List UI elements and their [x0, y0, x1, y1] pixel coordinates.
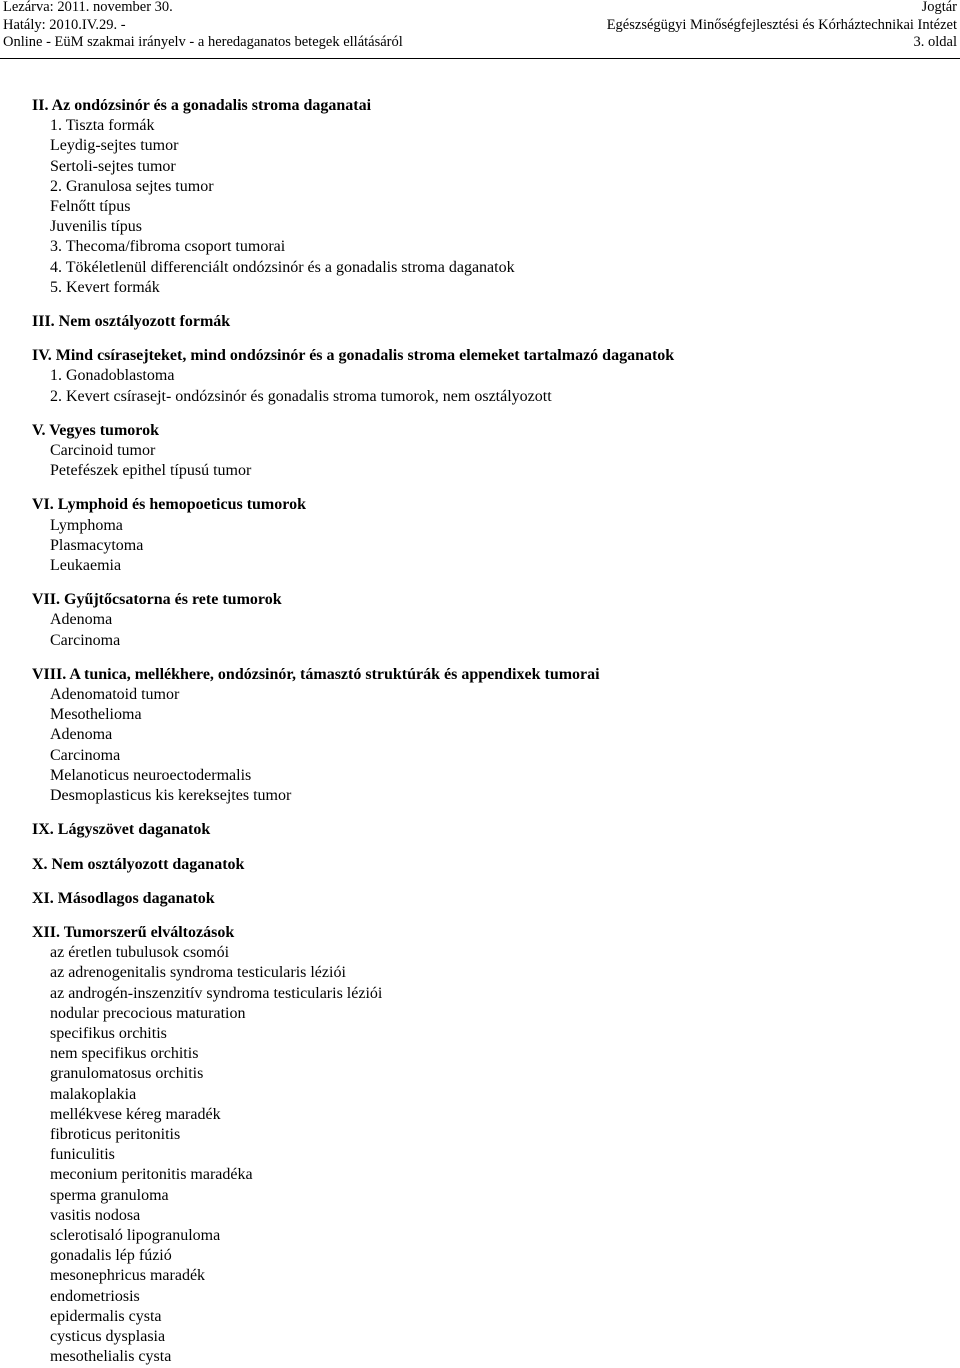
list-item: meconium peritonitis maradéka	[50, 1166, 253, 1184]
list-item: 5. Kevert formák	[50, 278, 160, 296]
list-item: Felnőtt típus	[50, 198, 131, 216]
list-item: malakoplakia	[50, 1085, 137, 1103]
section-vi	[32, 495, 952, 576]
list-item: 1. Tiszta formák	[50, 117, 155, 135]
list-item: 3. Thecoma/fibroma csoport tumorai	[50, 238, 286, 256]
section-spacer	[32, 481, 952, 495]
header-institute: Egészségügyi Minőségfejlesztési és Kórháztechnikai Intézet	[606, 16, 957, 33]
document-body	[32, 96, 952, 1367]
section-spacer	[32, 298, 952, 312]
section-title: XI. Másodlagos daganatok	[32, 889, 215, 907]
section-title: II. Az ondózsinór és a gonadalis stroma daganatai	[32, 97, 372, 114]
list-item: Leukaemia	[50, 557, 122, 575]
section-spacer	[32, 909, 952, 923]
list-item: specifikus orchitis	[50, 1024, 167, 1042]
list-item: mesonephricus maradék	[50, 1267, 206, 1285]
section-title: III. Nem osztályozott formák	[32, 313, 231, 331]
section-iii	[32, 312, 952, 332]
list-item: mellékvese kéreg maradék	[50, 1105, 221, 1123]
list-item: 4. Tökéletlenül differenciált ondózsinór és a gonadalis stroma daganatok	[50, 258, 515, 276]
list-item: Leydig-sejtes tumor	[50, 137, 179, 155]
list-item: mesothelialis cysta	[50, 1348, 172, 1366]
list-item: Carcinoma	[50, 631, 121, 649]
list-item: Adenomatoid tumor	[50, 686, 180, 704]
list-item: endometriosis	[50, 1287, 140, 1305]
list-item: nem specifikus orchitis	[50, 1045, 199, 1063]
section-ii	[32, 96, 952, 298]
section-xi	[32, 889, 952, 909]
section-v	[32, 421, 952, 482]
header-document-title: Online - EüM szakmai irányelv - a heredaganatos betegek ellátásáról	[3, 34, 403, 50]
page-header	[0, 0, 960, 58]
list-item: 2. Granulosa sejtes tumor	[50, 177, 214, 195]
list-item: 1. Gonadoblastoma	[50, 367, 175, 385]
section-vii	[32, 590, 952, 651]
list-item: sperma granuloma	[50, 1186, 169, 1204]
list-item: az androgén-inszenzitív syndroma testicularis léziói	[50, 984, 383, 1002]
list-item: vasitis nodosa	[50, 1206, 141, 1224]
section-spacer	[32, 651, 952, 665]
list-item: nodular precocious maturation	[50, 1004, 246, 1022]
list-item: Plasmacytoma	[50, 536, 144, 554]
section-spacer	[32, 576, 952, 590]
list-item: Melanoticus neuroectodermalis	[50, 766, 252, 784]
list-item: Adenoma	[50, 726, 113, 744]
list-item: Sertoli-sejtes tumor	[50, 157, 176, 175]
list-item: Lymphoma	[50, 516, 123, 534]
list-item: Desmoplasticus kis kereksejtes tumor	[50, 787, 292, 805]
list-item: Carcinoid tumor	[50, 442, 156, 460]
list-item: epidermalis cysta	[50, 1307, 162, 1325]
section-title: VIII. A tunica, mellékhere, ondózsinór, támasztó struktúrák és appendixek tumorai	[32, 665, 600, 683]
list-item: fibroticus peritonitis	[50, 1125, 181, 1143]
section-spacer	[32, 806, 952, 820]
header-closed-date: Lezárva: 2011. november 30.	[3, 0, 173, 15]
header-effective-date: Hatály: 2010.IV.29. -	[3, 16, 126, 33]
section-title: IV. Mind csírasejteket, mind ondózsinór és a gonadalis stroma elemeket tartalmazó daganatok	[32, 347, 675, 365]
section-title: IX. Lágyszövet daganatok	[32, 821, 211, 839]
section-ix	[32, 820, 952, 840]
list-item: Mesothelioma	[50, 706, 142, 724]
section-title: XII. Tumorszerű elváltozások	[32, 923, 235, 941]
section-x	[32, 855, 952, 875]
section-title: X. Nem osztályozott daganatok	[32, 855, 245, 873]
header-publisher: Jogtár	[921, 0, 957, 15]
section-spacer	[32, 841, 952, 855]
list-item: sclerotisaló lipogranuloma	[50, 1226, 221, 1244]
section-spacer	[32, 332, 952, 346]
list-item: az éretlen tubulusok csomói	[50, 944, 230, 962]
header-right	[607, 0, 957, 52]
header-divider	[0, 58, 960, 59]
list-item: Juvenilis típus	[50, 218, 143, 236]
list-item: granulomatosus orchitis	[50, 1065, 204, 1083]
section-title: VI. Lymphoid és hemopoeticus tumorok	[32, 496, 306, 514]
list-item: Petefészek epithel típusú tumor	[50, 462, 252, 480]
section-spacer	[32, 875, 952, 889]
list-item: az adrenogenitalis syndroma testicularis léziói	[50, 964, 346, 982]
section-spacer	[32, 407, 952, 421]
header-page-number: 3. oldal	[913, 34, 957, 50]
section-title: V. Vegyes tumorok	[32, 421, 159, 439]
list-item: Adenoma	[50, 611, 113, 629]
list-item: funiculitis	[50, 1146, 115, 1164]
list-item: Carcinoma	[50, 746, 121, 764]
list-item: 2. Kevert csírasejt- ondózsinór és gonadalis stroma tumorok, nem osztályozott	[50, 387, 552, 405]
section-viii	[32, 665, 952, 806]
section-title: VII. Gyűjtőcsatorna és rete tumorok	[32, 591, 282, 609]
section-iv	[32, 346, 952, 407]
section-xii	[32, 923, 952, 1367]
list-item: cysticus dysplasia	[50, 1327, 166, 1345]
list-item: gonadalis lép fúzió	[50, 1247, 172, 1265]
header-left	[3, 0, 403, 52]
